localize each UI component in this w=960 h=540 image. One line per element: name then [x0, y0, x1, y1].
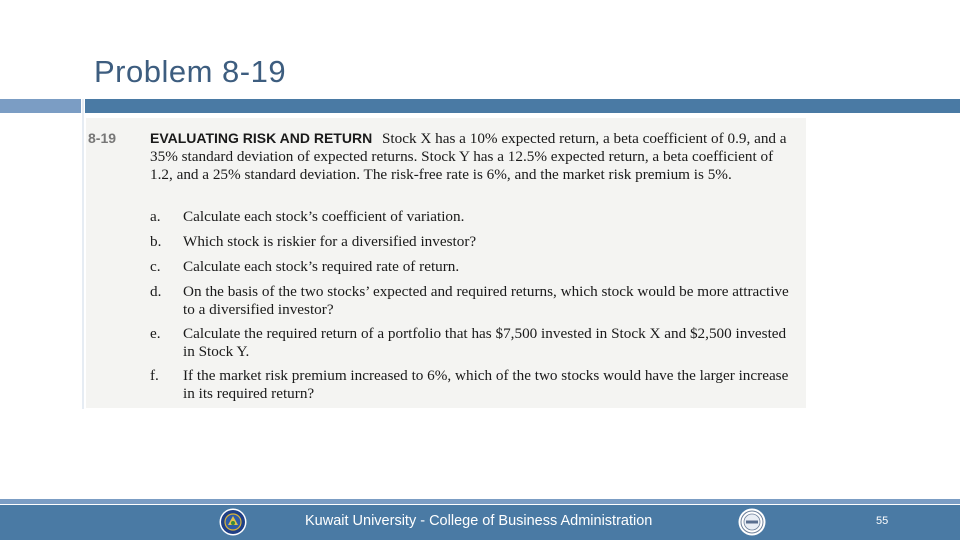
- problem-heading: EVALUATING RISK AND RETURN: [150, 130, 373, 146]
- question-text: Calculate each stock’s required rate of return.: [183, 258, 460, 275]
- question-letter: c.: [150, 258, 161, 275]
- question-text: Which stock is riskier for a diversified investor?: [183, 233, 477, 250]
- vertical-divider: [82, 99, 84, 409]
- problem-intro: [150, 129, 795, 184]
- problem-number: 8-19: [88, 130, 117, 146]
- question-item: [150, 233, 800, 251]
- question-list: [150, 208, 800, 409]
- question-text: Calculate the required return of a portfolio that has $7,500 invested in Stock X and $2,500 invested in Stock Y.: [183, 325, 787, 360]
- problem-image: [86, 118, 806, 408]
- footer-institution: Kuwait University - College of Business Administration: [305, 513, 653, 529]
- university-seal-icon: [219, 508, 247, 536]
- question-text: If the market risk premium increased to 6%, which of the two stocks would have the larger increase in its required return?: [183, 367, 789, 402]
- problem-intro-text: Stock X has a 10% expected return, a beta coefficient of 0.9, and a 35% standard deviation of expected returns. Stock Y has a 12.5% expected return, a beta coefficient of 1.2, and a 25% standard deviation. The risk-free rate is 6%, and the market risk premium is 5%.: [150, 130, 787, 183]
- question-item: [150, 208, 800, 226]
- footer-accent-line: [0, 499, 960, 504]
- question-item: [150, 283, 800, 319]
- page-number: 55: [876, 515, 889, 527]
- question-letter: b.: [150, 233, 162, 250]
- question-letter: f.: [150, 367, 159, 384]
- question-letter: d.: [150, 283, 162, 300]
- question-item: [150, 258, 800, 276]
- title-rule-left: [0, 99, 81, 113]
- question-letter: e.: [150, 325, 161, 342]
- question-letter: a.: [150, 208, 161, 225]
- title-rule-right: [85, 99, 960, 113]
- question-item: [150, 367, 800, 403]
- question-item: [150, 325, 800, 361]
- slide-title: Problem 8-19: [94, 54, 287, 89]
- aacsb-seal-icon: [738, 508, 766, 536]
- question-text: Calculate each stock’s coefficient of variation.: [183, 208, 465, 225]
- question-text: On the basis of the two stocks’ expected and required returns, which stock would be more attractive to a diversified investor?: [183, 283, 789, 318]
